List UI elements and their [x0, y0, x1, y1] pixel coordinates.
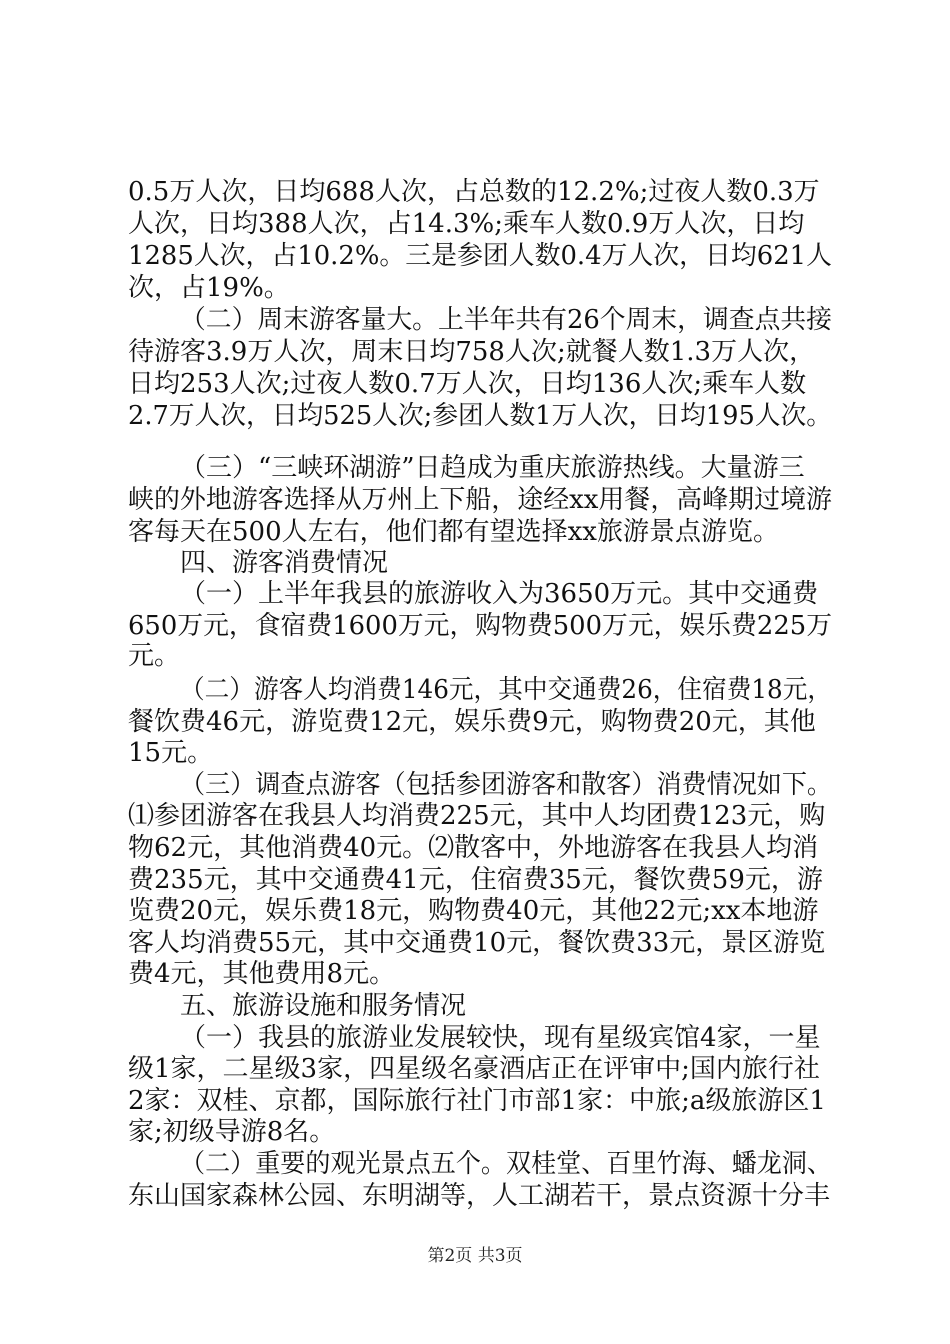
text-line-13: （一）上半年我县的旅游收入为3650万元。其中交通费 [180, 579, 819, 609]
text-line-17: 餐饮费46元，游览费12元，娱乐费9元，购物费20元，其他 [128, 707, 816, 737]
text-line-4: 次，占19%。 [128, 273, 290, 303]
text-line-24: 客人均消费55元，其中交通费10元，餐饮费33元，景区游览 [128, 928, 826, 958]
text-line-32: 东山国家森林公园、东明湖等，人工湖若干，景点资源十分丰 [128, 1181, 831, 1211]
text-line-2: 人次，日均388人次，占14.3%;乘车人数0.9万人次，日均 [128, 209, 805, 239]
text-line-15: 元。 [128, 641, 181, 671]
text-line-30: 家;初级导游8名。 [128, 1117, 336, 1147]
text-line-5: （二）周末游客量大。上半年共有26个周末，调查点共接 [180, 305, 832, 335]
text-line-28: 级1家，二星级3家，四星级名豪酒店正在评审中;国内旅行社 [128, 1054, 820, 1084]
text-line-11: 客每天在500人左右，他们都有望选择xx旅游景点游览。 [128, 517, 779, 547]
text-line-8: 2.7万人次，日均525人次;参团人数1万人次，日均195人次。 [128, 401, 833, 431]
text-line-25: 费4元，其他费用8元。 [128, 959, 396, 989]
text-line-14: 650万元，食宿费1600万元，购物费500万元，娱乐费225万 [128, 611, 833, 641]
text-line-22: 费235元，其中交通费41元，住宿费35元，餐饮费59元，游 [128, 865, 823, 895]
text-line-10: 峡的外地游客选择从万州上下船，途经xx用餐，高峰期过境游 [128, 485, 832, 515]
text-line-29: 2家：双桂、京都，国际旅行社门市部1家：中旅;a级旅游区1 [128, 1086, 826, 1116]
text-line-3: 1285人次，占10.2%。三是参团人数0.4万人次，日均621人 [128, 241, 832, 271]
text-line-16: （二）游客人均消费146元，其中交通费26，住宿费18元， [180, 675, 833, 705]
text-line-27: （一）我县的旅游业发展较快，现有星级宾馆4家，一星 [180, 1023, 821, 1053]
text-line-18: 15元。 [128, 738, 214, 768]
text-line-6: 待游客3.9万人次，周末日均758人次;就餐人数1.3万人次， [128, 337, 816, 367]
page-number-footer: 第2页 共3页 [427, 1246, 523, 1266]
section-heading-5: 五、旅游设施和服务情况 [180, 991, 467, 1021]
text-line-20: ⑴参团游客在我县人均消费225元，其中人均团费123元，购 [128, 801, 826, 831]
text-line-31: （二）重要的观光景点五个。双桂堂、百里竹海、蟠龙洞、 [180, 1149, 833, 1179]
text-line-23: 览费20元，娱乐费18元，购物费40元，其他22元;xx本地游 [128, 896, 819, 926]
text-line-19: （三）调查点游客（包括参团游客和散客）消费情况如下。 [180, 770, 833, 800]
text-line-7: 日均253人次;过夜人数0.7万人次，日均136人次;乘车人数 [128, 369, 807, 399]
section-heading-4: 四、游客消费情况 [180, 548, 389, 578]
text-line-9: （三）“三峡环湖游”日趋成为重庆旅游热线。大量游三 [180, 453, 805, 483]
text-line-1: 0.5万人次，日均688人次，占总数的12.2%;过夜人数0.3万 [128, 177, 820, 207]
text-line-21: 物62元，其他消费40元。⑵散客中，外地游客在我县人均消 [128, 833, 819, 863]
